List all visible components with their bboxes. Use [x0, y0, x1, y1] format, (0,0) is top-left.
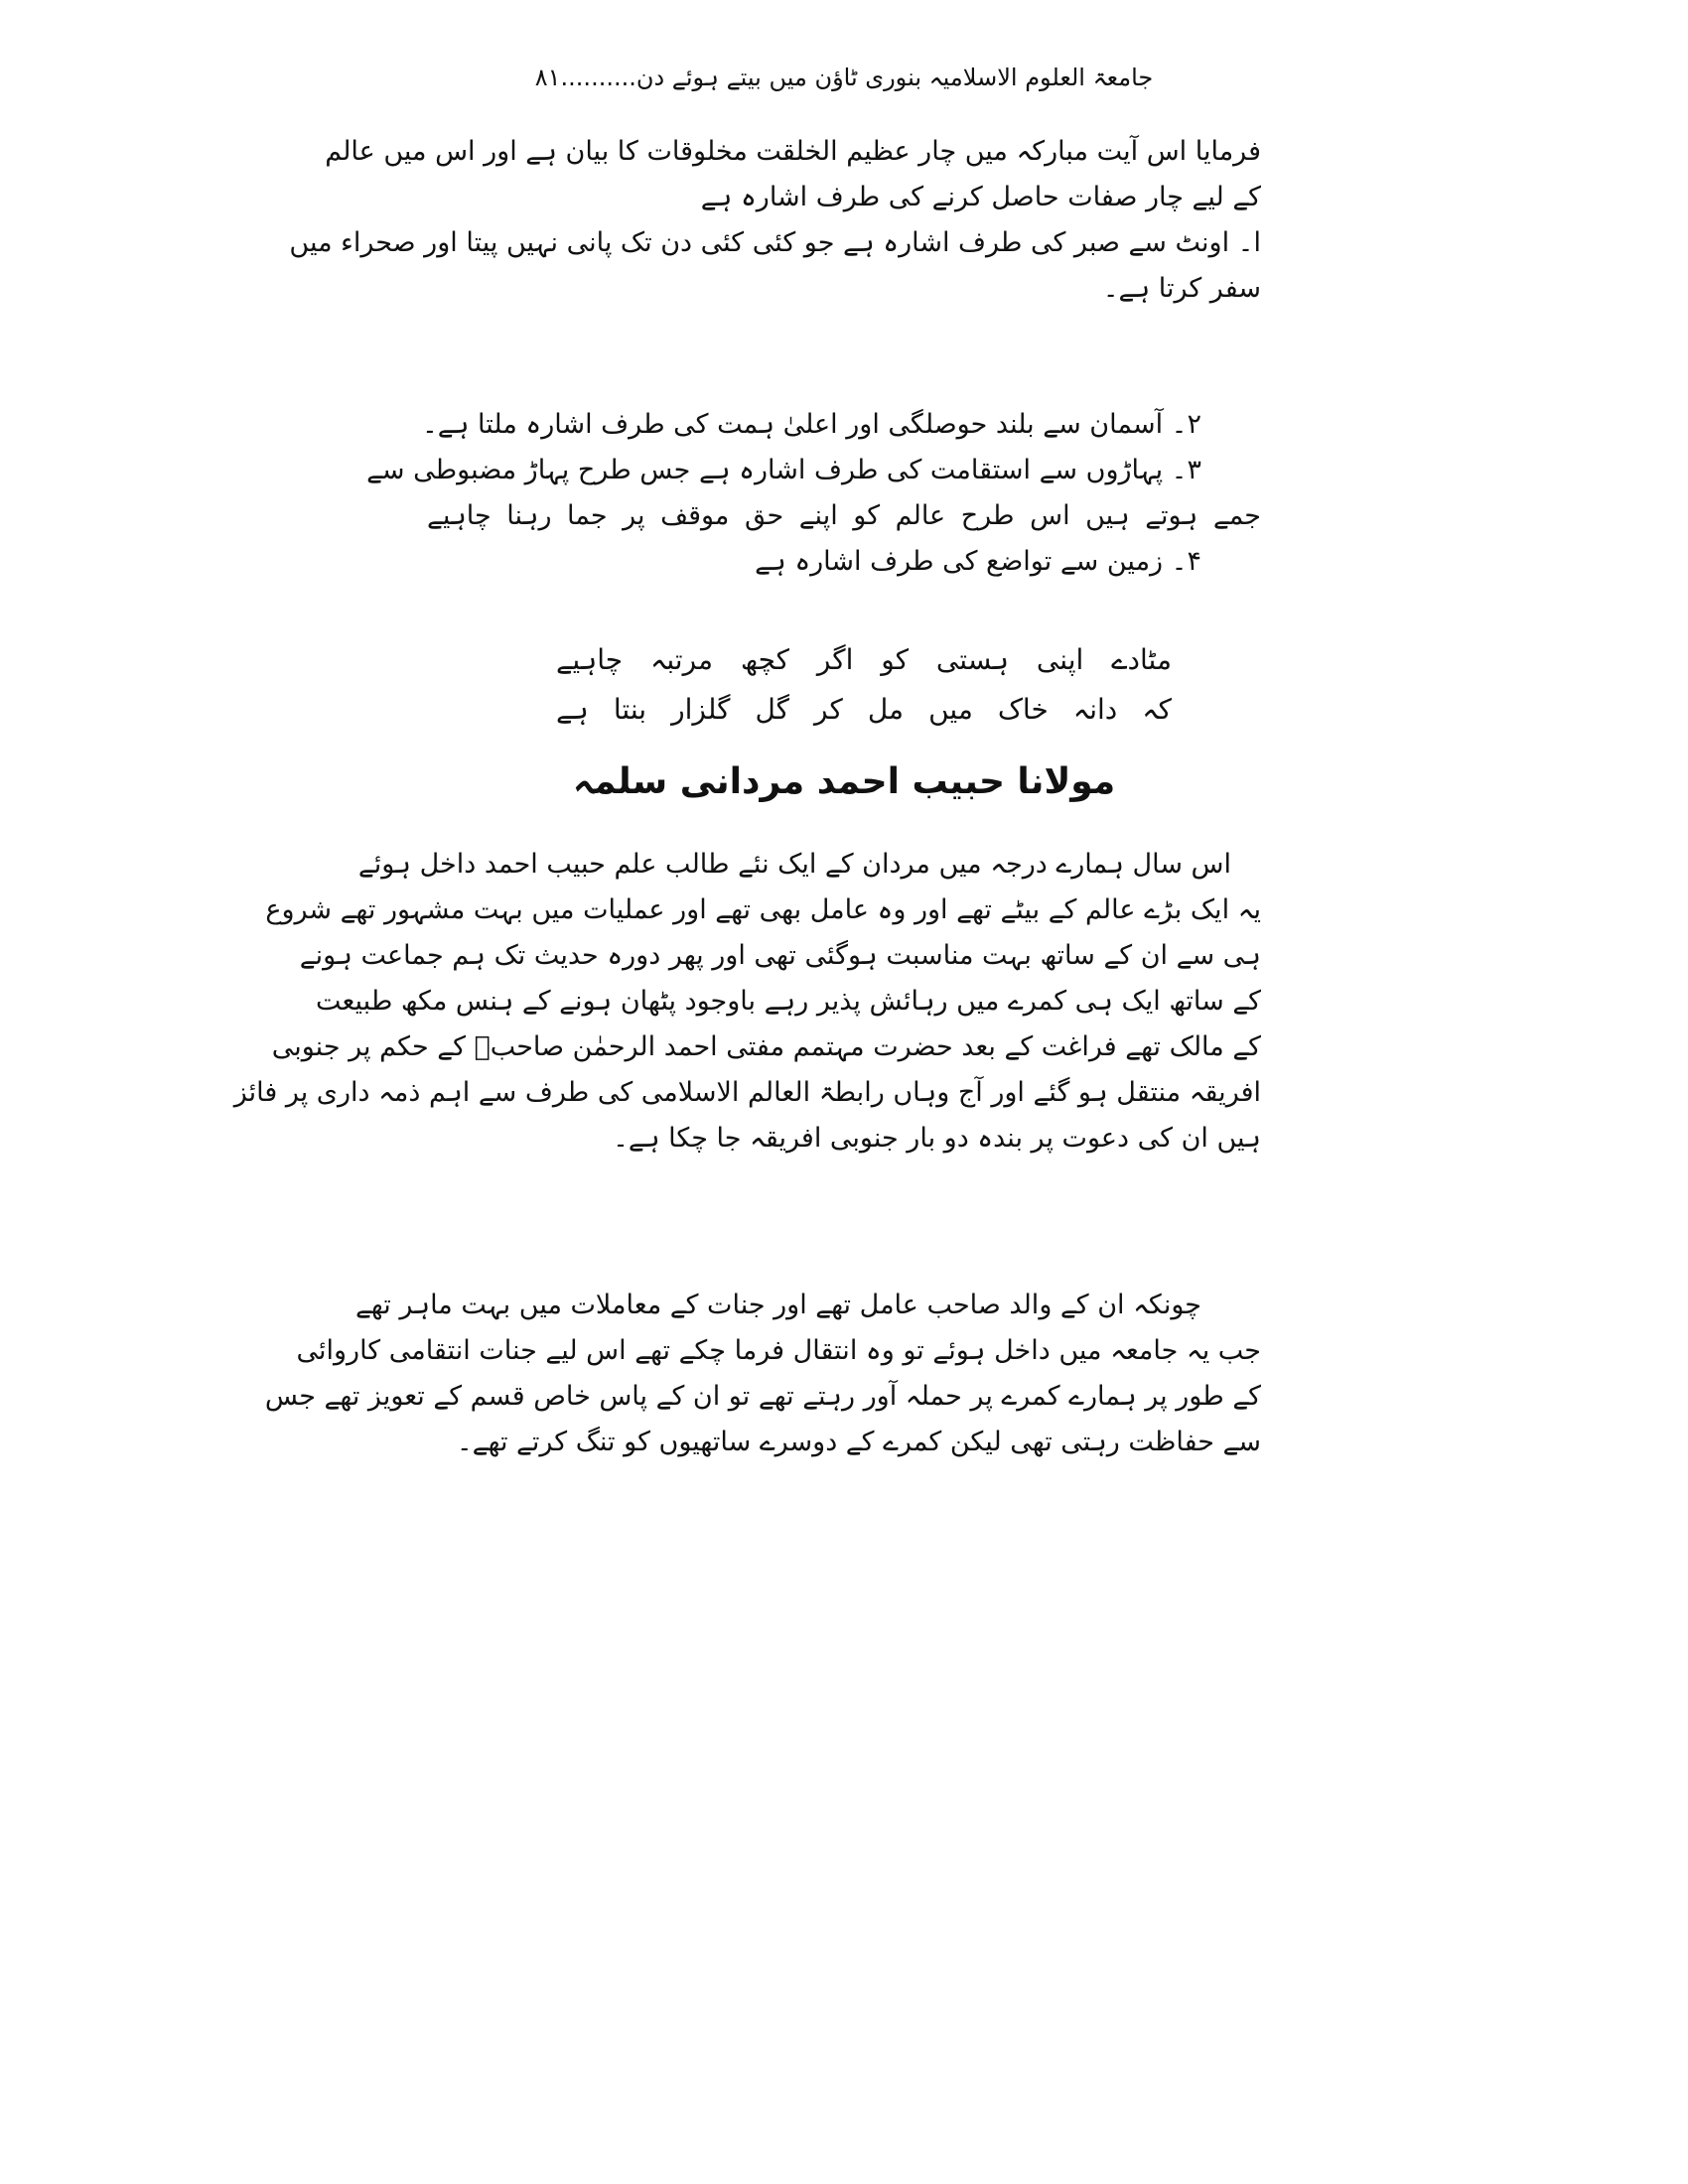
text-line: سفر کرتا ہے۔	[1102, 273, 1261, 304]
paragraph-2	[264, 1283, 1261, 1465]
text-line: ا۔ اونٹ سے صبر کی طرف اشارہ ہے جو کئی کئی دن تک پانی نہیں پیتا اور صحراء میں	[289, 227, 1261, 258]
intro-block	[289, 129, 1261, 312]
text-line: فرمایا اس آیت مبارکہ میں چار عظیم الخلقت مخلوقات کا بیان ہے اور اس میں عالم	[325, 136, 1261, 167]
points-block	[366, 402, 1261, 585]
verse-line: مٹادے اپنی ہستی کو اگر کچھ مرتبہ چاہیے	[556, 643, 1172, 676]
text-line: ہی سے ان کے ساتھ بہت مناسبت ہوگئی تھی اور پھر دورہ حدیث تک ہم جماعت ہونے	[299, 940, 1261, 971]
text-line: ہیں ان کی دعوت پر بندہ دو بار جنوبی افریقہ جا چکا ہے۔	[613, 1123, 1261, 1154]
text-line: کے مالک تھے فراغت کے بعد حضرت مہتمم مفتی احمد الرحمٰن صاحبؒ کے حکم پر جنوبی	[271, 1031, 1261, 1062]
paragraph-1	[233, 842, 1261, 1161]
text-line: افریقہ منتقل ہو گئے اور آج وہاں رابطۃ العالم الاسلامی کی طرف سے اہم ذمہ داری پر فائز	[233, 1077, 1261, 1108]
text-line: جب یہ جامعہ میں داخل ہوئے تو وہ انتقال فرما چکے تھے اس لیے جنات انتقامی کاروائی	[296, 1335, 1261, 1366]
text-line: چونکہ ان کے والد صاحب عامل تھے اور جنات کے معاملات میں بہت ماہر تھے	[354, 1290, 1201, 1320]
poetry-verse	[556, 635, 1172, 735]
text-line: کے طور پر ہمارے کمرے پر حملہ آور رہتے تھے تو ان کے پاس خاص قسم کے تعویز تھے جس	[264, 1381, 1261, 1412]
text-line: کے ساتھ ایک ہی کمرے میں رہائش پذیر رہے باوجود پٹھان ہونے کے ہنس مکھ طبیعت	[315, 986, 1261, 1017]
text-line: کے لیے چار صفات حاصل کرنے کی طرف اشارہ ہے	[700, 182, 1261, 212]
text-line: جمے ہوتے ہیں اس طرح عالم کو اپنے حق موقف پر جما رہنا چاہیے	[427, 500, 1261, 531]
text-line: ۲۔ آسمان سے بلند حوصلگی اور اعلیٰ ہمت کی طرف اشارہ ملتا ہے۔	[421, 409, 1201, 440]
running-header: جامعۃ العلوم الاسلامیہ بنوری ٹاؤن میں بیتے ہوئے دن..........۸۱	[534, 64, 1154, 91]
text-line: یہ ایک بڑے عالم کے بیٹے تھے اور وہ عامل بھی تھے اور عملیات میں بہت مشہور تھے شروع	[265, 894, 1261, 925]
verse-line: کہ دانہ خاک میں مل کر گل گلزار بنتا ہے	[556, 693, 1172, 726]
text-line: ۳۔ پہاڑوں سے استقامت کی طرف اشارہ ہے جس طرح پہاڑ مضبوطی سے	[366, 455, 1201, 485]
text-line: سے حفاظت رہتی تھی لیکن کمرے کے دوسرے ساتھیوں کو تنگ کرتے تھے۔	[456, 1427, 1261, 1457]
text-line: ۴۔ زمین سے تواضع کی طرف اشارہ ہے	[755, 546, 1201, 577]
text-line: اس سال ہمارے درجہ میں مردان کے ایک نئے طالب علم حبیب احمد داخل ہوئے	[357, 849, 1231, 880]
section-heading: مولانا حبیب احمد مردانی سلمہ	[572, 761, 1116, 802]
